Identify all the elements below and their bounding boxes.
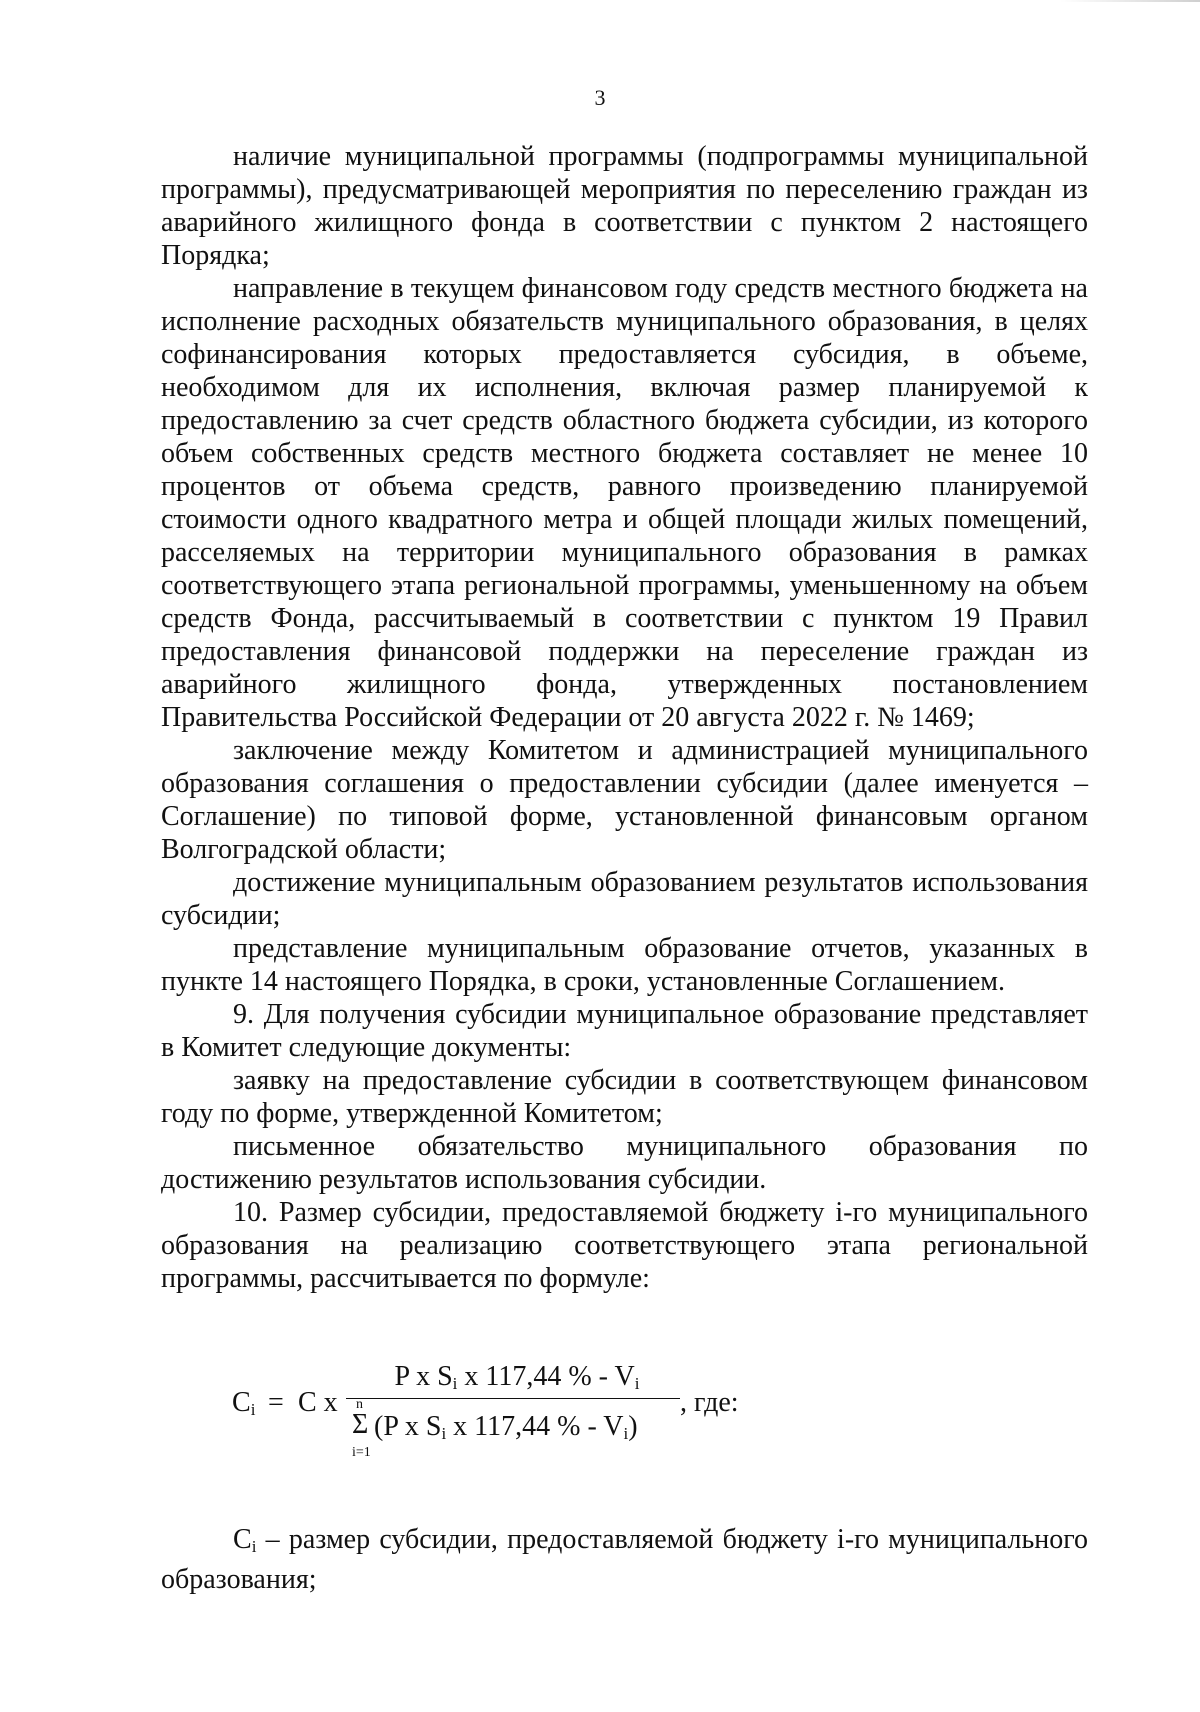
paragraph-reports: представление муниципальным образование отчетов, указанных в пункте 14 настоящего Порядка, в сроки, установленные Соглашением. (161, 933, 1088, 997)
document-body (161, 140, 1088, 1295)
scan-edge (1060, 0, 1200, 2)
definition-symbol: C (233, 1524, 252, 1555)
fraction-bar (346, 1398, 680, 1399)
subsidy-formula (232, 1361, 812, 1468)
definition-text: – размер субсидии, предоставляемой бюджету i-го муниципального образования; (161, 1524, 1088, 1595)
paragraph-application: заявку на предоставление субсидии в соответствующем финансовом году по форме, утвержденной Комитетом; (161, 1065, 1088, 1129)
paragraph-obligation: письменное обязательство муниципального образования по достижению результатов использования субсидии. (161, 1131, 1088, 1195)
formula-denominator: (P x $S_i$ x 117,44 % - $V_i$) (374, 1411, 638, 1443)
page-number: 3 (594, 85, 606, 110)
definition-symbol-sub: i (251, 1537, 257, 1556)
definition-ci (161, 1523, 1088, 1596)
paragraph-agreement: заключение между Комитетом и администрацией муниципального образования соглашения о предоставлении субсидии (далее именуется – Соглашение) по типовой форме, установленной финансовым органом Волгоградской области; (161, 735, 1088, 865)
formula-coefficient: C x (298, 1387, 338, 1418)
sum-symbol: Σ (352, 1409, 369, 1440)
paragraph-item-10: 10. Размер субсидии, предоставляемой бюджету i-го муниципального образования на реализацию соответствующего этапа региональной программы, рассчитывается по формуле: (161, 1197, 1088, 1294)
formula-equals: = (268, 1387, 284, 1418)
paragraph-results: достижение муниципальным образованием результатов использования субсидии; (161, 867, 1088, 931)
sum-lower-limit: i=1 (352, 1445, 371, 1460)
formula-where: , где: (680, 1387, 739, 1418)
formula-numerator: P x $S_i$ x 117,44 % - $V_i$ (394, 1361, 640, 1393)
paragraph-budget-funding: направление в текущем финансовом году средств местного бюджета на исполнение расходных обязательств муниципального образования, в целях софинансирования которых предоставляется субсидия, в объеме, необходимом для их исполнения, включая размер планируемой к предоставлению за счет средств областного бюджета субсидии, из которого объем собственных средств местного бюджета составляет не менее 10 процентов от объема средств, равного произведению планируемой стоимости одного квадратного метра и общей площади жилых помещений, расселяемых на территории муниципального образования в рамках соответствующего этапа региональной программы, уменьшенному на объем средств Фонда, рассчитываемый в соответствии с пунктом 19 Правил предоставления финансовой поддержки на переселение граждан из аварийного жилищного фонда, утвержденных постановлением Правительства Российской Федерации от 20 августа 2022 г. № 1469; (161, 273, 1088, 733)
paragraph-item-9: 9. Для получения субсидии муниципальное образование представляет в Комитет следующие документы: (161, 999, 1088, 1063)
paragraph-program: наличие муниципальной программы (подпрограммы муниципальной программы), предусматривающей мероприятия по переселению граждан из аварийного жилищного фонда в соответствии с пунктом 2 настоящего Порядка; (161, 141, 1088, 271)
formula-lhs: $C_i$ (232, 1387, 256, 1419)
sum-upper-limit: n (356, 1397, 363, 1412)
